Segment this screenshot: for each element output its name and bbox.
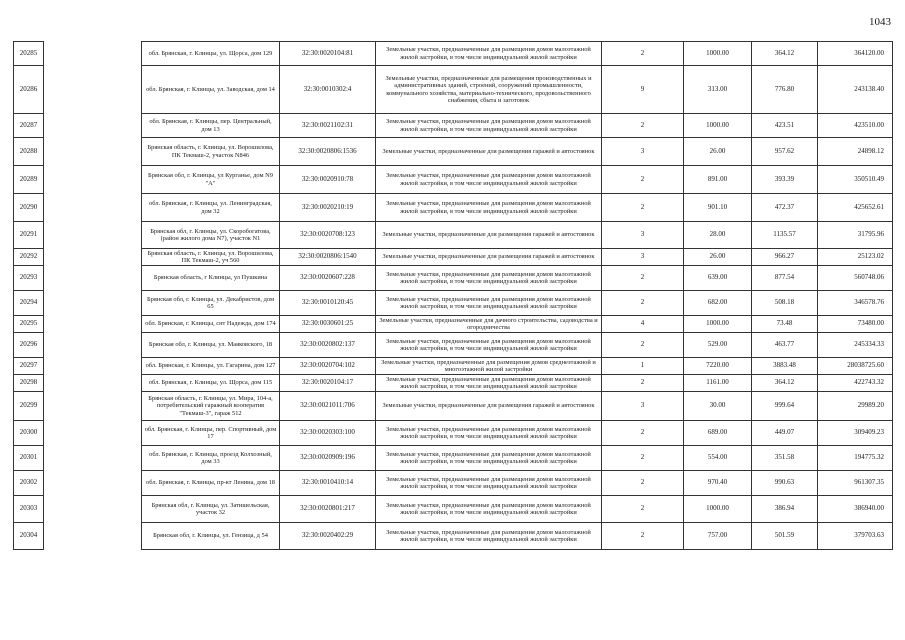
spacer-cell [44,421,142,446]
row-number: 20287 [14,114,44,138]
group-number: 9 [602,66,684,114]
cadastral-value: 29989.20 [818,392,893,421]
unit-price: 73.48 [752,316,818,333]
table-row [14,446,893,471]
group-number: 2 [602,496,684,523]
row-number: 20294 [14,291,44,316]
area-value: 1161.00 [684,375,752,392]
row-number: 20292 [14,249,44,266]
row-number: 20295 [14,316,44,333]
cadastral-number: 32:30:0020806:1536 [280,138,376,166]
address-cell: обл. Брянская, г. Клинцы, ул. Заводская, дом 14 [142,66,280,114]
row-number: 20285 [14,42,44,66]
land-purpose: Земельные участки, предназначенные для размещения гаражей и автостоянок [376,249,602,266]
address-cell: Брянская обл, г. Клинцы, ул. Затишельская, участок 32 [142,496,280,523]
land-purpose: Земельные участки, предназначенные для размещения домов малоэтажной жилой застройки, в том числе индивидуальной жилой застройки [376,523,602,550]
group-number: 2 [602,114,684,138]
spacer-cell [44,333,142,358]
area-value: 554.00 [684,446,752,471]
area-value: 689.00 [684,421,752,446]
cadastral-number: 32:30:0020104:17 [280,375,376,392]
unit-price: 463.77 [752,333,818,358]
area-value: 639.00 [684,266,752,291]
group-number: 2 [602,291,684,316]
row-number: 20297 [14,358,44,375]
table-row [14,375,893,392]
cadastral-number: 32:30:0020704:102 [280,358,376,375]
address-cell: обл. Брянская, г. Клинцы, пр-кт Ленина, дом 18 [142,471,280,496]
row-number: 20301 [14,446,44,471]
land-purpose: Земельные участки, предназначенные для размещения домов малоэтажной жилой застройки, в том числе индивидуальной жилой застройки [376,496,602,523]
area-value: 1000.00 [684,496,752,523]
cadastral-number: 32:30:0020303:100 [280,421,376,446]
spacer-cell [44,392,142,421]
land-purpose: Земельные участки, предназначенные для размещения домов малоэтажной жилой застройки, в том числе индивидуальной жилой застройки [376,333,602,358]
land-purpose: Земельные участки, предназначенные для размещения производственных и административных зданий, строений, сооружений промышленности, коммунального хозяйства, материально-технического, продовольственного снабжения, сбыта и заготовок [376,66,602,114]
row-number: 20288 [14,138,44,166]
land-purpose: Земельные участки, предназначенные для дачного строительства, садоводства и огородничества [376,316,602,333]
land-purpose: Земельные участки, предназначенные для размещения домов малоэтажной жилой застройки, в том числе индивидуальной жилой застройки [376,446,602,471]
table-row [14,496,893,523]
table-row [14,333,893,358]
area-value: 1000.00 [684,316,752,333]
table-row [14,392,893,421]
address-cell: Брянская область, г. Клинцы, ул. Ворошилова, ПК Текмаш-2, уч 560 [142,249,280,266]
table-row [14,471,893,496]
unit-price: 776.80 [752,66,818,114]
row-number: 20290 [14,194,44,222]
address-cell: Брянская область, г Клинцы, ул Пушкина [142,266,280,291]
cadastral-value: 309409.23 [818,421,893,446]
land-purpose: Земельные участки, предназначенные для размещения гаражей и автостоянок [376,392,602,421]
spacer-cell [44,166,142,194]
land-purpose: Земельные участки, предназначенные для размещения домов малоэтажной жилой застройки, в том числе индивидуальной жилой застройки [376,421,602,446]
spacer-cell [44,194,142,222]
group-number: 2 [602,446,684,471]
group-number: 4 [602,316,684,333]
cadastral-number: 32:30:0020801:217 [280,496,376,523]
row-number: 20289 [14,166,44,194]
spacer-cell [44,114,142,138]
table-row [14,166,893,194]
cadastral-value: 425652.61 [818,194,893,222]
area-value: 891.00 [684,166,752,194]
cadastral-number: 32:30:0021011:706 [280,392,376,421]
row-number: 20298 [14,375,44,392]
group-number: 2 [602,42,684,66]
cadastral-number: 32:30:0010120:45 [280,291,376,316]
table-row [14,523,893,550]
cadastral-number: 32:30:0010302:4 [280,66,376,114]
address-cell: обл. Брянская, г. Клинцы, ул. Гагарина, дом 127 [142,358,280,375]
area-value: 1000.00 [684,42,752,66]
area-value: 26.00 [684,138,752,166]
cadastral-value: 422743.32 [818,375,893,392]
address-cell: Брянская обл, г. Клинцы, ул. Декабристов, дом 65 [142,291,280,316]
spacer-cell [44,249,142,266]
table-row [14,266,893,291]
address-cell: обл. Брянская, г. Клинцы, ул. Щорса, дом 129 [142,42,280,66]
address-cell: Брянская обл, г. Клинцы, ул Курганье, дом N9 "А" [142,166,280,194]
table-row [14,42,893,66]
group-number: 2 [602,166,684,194]
row-number: 20286 [14,66,44,114]
unit-price: 472.37 [752,194,818,222]
address-cell: Брянская обл, г. Клинцы, ул. Скоробогатова, (район жилого дома N7), участок N1 [142,222,280,249]
cadastral-number: 32:30:0020210:19 [280,194,376,222]
address-cell: обл. Брянская, г. Клинцы, проезд Колхозный, дом 33 [142,446,280,471]
spacer-cell [44,291,142,316]
group-number: 2 [602,333,684,358]
row-number: 20304 [14,523,44,550]
cadastral-number: 32:30:0021102:31 [280,114,376,138]
table-row [14,291,893,316]
area-value: 757.00 [684,523,752,550]
group-number: 3 [602,222,684,249]
group-number: 3 [602,392,684,421]
address-cell: Брянская область, г. Клинцы, ул. Мира, 104-а, потребительский гаражный кооператив "Текмаш-3", гараж 512 [142,392,280,421]
group-number: 2 [602,375,684,392]
spacer-cell [44,42,142,66]
group-number: 1 [602,358,684,375]
spacer-cell [44,66,142,114]
cadastral-value: 423510.00 [818,114,893,138]
row-number: 20299 [14,392,44,421]
land-purpose: Земельные участки, предназначенные для размещения домов малоэтажной жилой застройки, в том числе индивидуальной жилой застройки [376,375,602,392]
address-cell: обл. Брянская, г. Клинцы, ул. Щорса, дом 115 [142,375,280,392]
group-number: 2 [602,471,684,496]
cadastral-number: 32:30:0020708:123 [280,222,376,249]
land-purpose: Земельные участки, предназначенные для размещения домов малоэтажной жилой застройки, в том числе индивидуальной жилой застройки [376,166,602,194]
cadastral-value: 24898.12 [818,138,893,166]
spacer-cell [44,523,142,550]
cadastral-value: 194775.32 [818,446,893,471]
cadastral-number: 32:30:0020806:1540 [280,249,376,266]
group-number: 2 [602,266,684,291]
area-value: 1000.00 [684,114,752,138]
land-purpose: Земельные участки, предназначенные для размещения домов малоэтажной жилой застройки, в том числе индивидуальной жилой застройки [376,266,602,291]
group-number: 2 [602,421,684,446]
table-row [14,66,893,114]
area-value: 28.00 [684,222,752,249]
cadastral-value: 350510.49 [818,166,893,194]
unit-price: 393.39 [752,166,818,194]
area-value: 7220.00 [684,358,752,375]
spacer-cell [44,138,142,166]
land-purpose: Земельные участки, предназначенные для размещения гаражей и автостоянок [376,138,602,166]
area-value: 901.10 [684,194,752,222]
spacer-cell [44,471,142,496]
table-row [14,114,893,138]
unit-price: 501.59 [752,523,818,550]
cadastral-number: 32:30:0020910:78 [280,166,376,194]
unit-price: 3883.48 [752,358,818,375]
land-purpose: Земельные участки, предназначенные для размещения домов малоэтажной жилой застройки, в том числе индивидуальной жилой застройки [376,291,602,316]
cadastral-value: 961307.35 [818,471,893,496]
cadastral-value: 346578.76 [818,291,893,316]
spacer-cell [44,375,142,392]
group-number: 2 [602,523,684,550]
land-purpose: Земельные участки, предназначенные для размещения домов среднеэтажной и многоэтажной жилой застройки [376,358,602,375]
table-row [14,421,893,446]
address-cell: обл. Брянская, г. Клинцы, пер. Спортивный, дом 17 [142,421,280,446]
row-number: 20300 [14,421,44,446]
spacer-cell [44,358,142,375]
unit-price: 364.12 [752,375,818,392]
cadastral-number: 32:30:0020402:29 [280,523,376,550]
table-row [14,316,893,333]
unit-price: 877.54 [752,266,818,291]
row-number: 20291 [14,222,44,249]
cadastral-value: 73480.00 [818,316,893,333]
spacer-cell [44,266,142,291]
unit-price: 990.63 [752,471,818,496]
area-value: 529.00 [684,333,752,358]
area-value: 682.00 [684,291,752,316]
area-value: 970.40 [684,471,752,496]
address-cell: обл. Брянская, г. Клинцы, ул. Ленинградская, дом 32 [142,194,280,222]
address-cell: Брянская область, г. Клинцы, ул. Ворошилова, ПК Текмаш-2, участок N846 [142,138,280,166]
area-value: 26.00 [684,249,752,266]
row-number: 20293 [14,266,44,291]
cadastral-value: 243138.40 [818,66,893,114]
unit-price: 999.64 [752,392,818,421]
table-row [14,138,893,166]
row-number: 20302 [14,471,44,496]
cadastral-value: 25123.02 [818,249,893,266]
unit-price: 508.18 [752,291,818,316]
address-cell: обл. Брянская, г. Клинцы, пер. Центральный, дом 13 [142,114,280,138]
cadastral-number: 32:30:0020607:228 [280,266,376,291]
spacer-cell [44,316,142,333]
land-purpose: Земельные участки, предназначенные для размещения домов малоэтажной жилой застройки, в том числе индивидуальной жилой застройки [376,194,602,222]
row-number: 20303 [14,496,44,523]
group-number: 3 [602,138,684,166]
cadastral-value: 379703.63 [818,523,893,550]
spacer-cell [44,222,142,249]
land-purpose: Земельные участки, предназначенные для размещения домов малоэтажной жилой застройки, в том числе индивидуальной жилой застройки [376,42,602,66]
land-purpose: Земельные участки, предназначенные для размещения гаражей и автостоянок [376,222,602,249]
group-number: 2 [602,194,684,222]
cadastral-value: 364120.00 [818,42,893,66]
unit-price: 364.12 [752,42,818,66]
group-number: 3 [602,249,684,266]
row-number: 20296 [14,333,44,358]
unit-price: 386.94 [752,496,818,523]
land-purpose: Земельные участки, предназначенные для размещения домов малоэтажной жилой застройки, в том числе индивидуальной жилой застройки [376,471,602,496]
cadastral-number: 32:30:0030601:25 [280,316,376,333]
land-registry-table [13,41,893,550]
area-value: 30.00 [684,392,752,421]
spacer-cell [44,496,142,523]
area-value: 313.00 [684,66,752,114]
table-row [14,358,893,375]
page-number: 1043 [869,16,891,28]
unit-price: 966.27 [752,249,818,266]
land-purpose: Земельные участки, предназначенные для размещения домов малоэтажной жилой застройки, в том числе индивидуальной жилой застройки [376,114,602,138]
unit-price: 351.58 [752,446,818,471]
cadastral-number: 32:30:0020104:81 [280,42,376,66]
cadastral-number: 32:30:0020909:196 [280,446,376,471]
address-cell: Брянская обл, г. Клинцы, ул. Маяковского, 18 [142,333,280,358]
cadastral-value: 31795.96 [818,222,893,249]
unit-price: 423.51 [752,114,818,138]
unit-price: 957.62 [752,138,818,166]
cadastral-value: 560748.06 [818,266,893,291]
cadastral-value: 245334.33 [818,333,893,358]
address-cell: обл. Брянская, г. Клинцы, снт Надежда, дом 174 [142,316,280,333]
table-row [14,249,893,266]
address-cell: Брянская обл, г. Клинцы, ул. Гензица, д 54 [142,523,280,550]
spacer-cell [44,446,142,471]
unit-price: 449.07 [752,421,818,446]
table-row [14,194,893,222]
table-row [14,222,893,249]
cadastral-value: 28038725.60 [818,358,893,375]
cadastral-number: 32:30:0020802:137 [280,333,376,358]
cadastral-value: 386940.00 [818,496,893,523]
cadastral-number: 32:30:0010410:14 [280,471,376,496]
unit-price: 1135.57 [752,222,818,249]
